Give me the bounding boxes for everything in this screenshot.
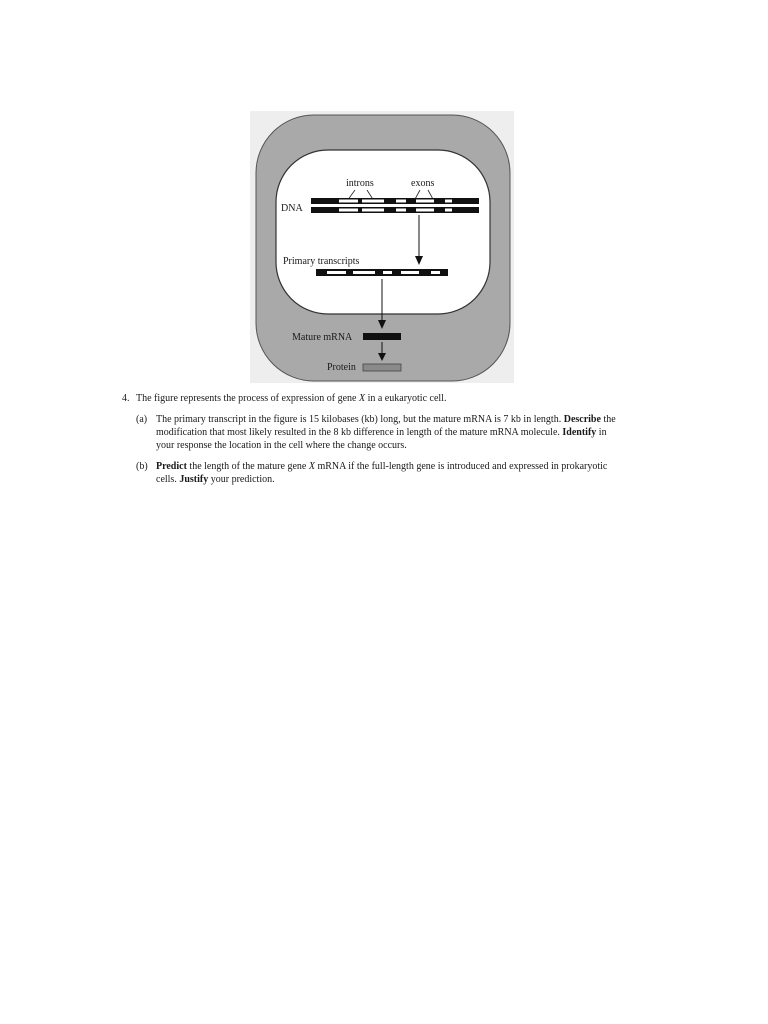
mature-mrna-bar	[363, 333, 401, 340]
nucleus	[276, 150, 490, 314]
primary-transcript-bar	[316, 269, 448, 276]
question-number: 4.	[122, 393, 130, 404]
part-a-text-2: the modification that most likely resulted in the 8 kb difference in length of the mature mRNA molecule.	[156, 414, 616, 438]
part-b-text-1: the length of the mature gene	[186, 461, 309, 472]
part-b-text-2: mRNA if the full-length gene is introduced and expressed in prokaryotic cells.	[156, 461, 608, 485]
gene-expression-figure	[0, 0, 768, 390]
question-stem	[122, 392, 622, 405]
part-a-text-1: The primary transcript in the figure is 15 kilobases (kb) long, but the mature mRNA is 7 kb in length.	[156, 414, 562, 425]
part-a-text-3: in your response the location in the cell where the change occurs.	[156, 427, 607, 451]
part-a-bold-identify: Identify	[562, 427, 597, 438]
protein-label: Protein	[327, 362, 356, 373]
question-4	[122, 392, 622, 494]
exons-label: exons	[411, 178, 435, 189]
introns-label: introns	[346, 178, 374, 189]
primary-transcripts-label: Primary transcripts	[283, 256, 360, 267]
part-b-bold-justify: Justify	[179, 474, 209, 485]
stem-text-after: in a eukaryotic cell.	[365, 393, 447, 404]
stem-gene: X	[358, 393, 366, 404]
part-b-label: (b)	[136, 461, 148, 472]
part-b-bold-predict: Predict	[156, 461, 187, 472]
protein-bar	[363, 364, 401, 371]
part-a-bold-describe: Describe	[563, 414, 601, 425]
part-b	[122, 460, 622, 486]
stem-text-before: The figure represents the process of expression of gene	[136, 393, 359, 404]
part-b-gene: X	[308, 461, 315, 472]
dna-label: DNA	[281, 203, 303, 214]
part-b-text-3: your prediction.	[208, 474, 275, 485]
mature-mrna-label: Mature mRNA	[292, 332, 353, 343]
part-a	[122, 413, 622, 452]
part-a-label: (a)	[136, 414, 148, 425]
